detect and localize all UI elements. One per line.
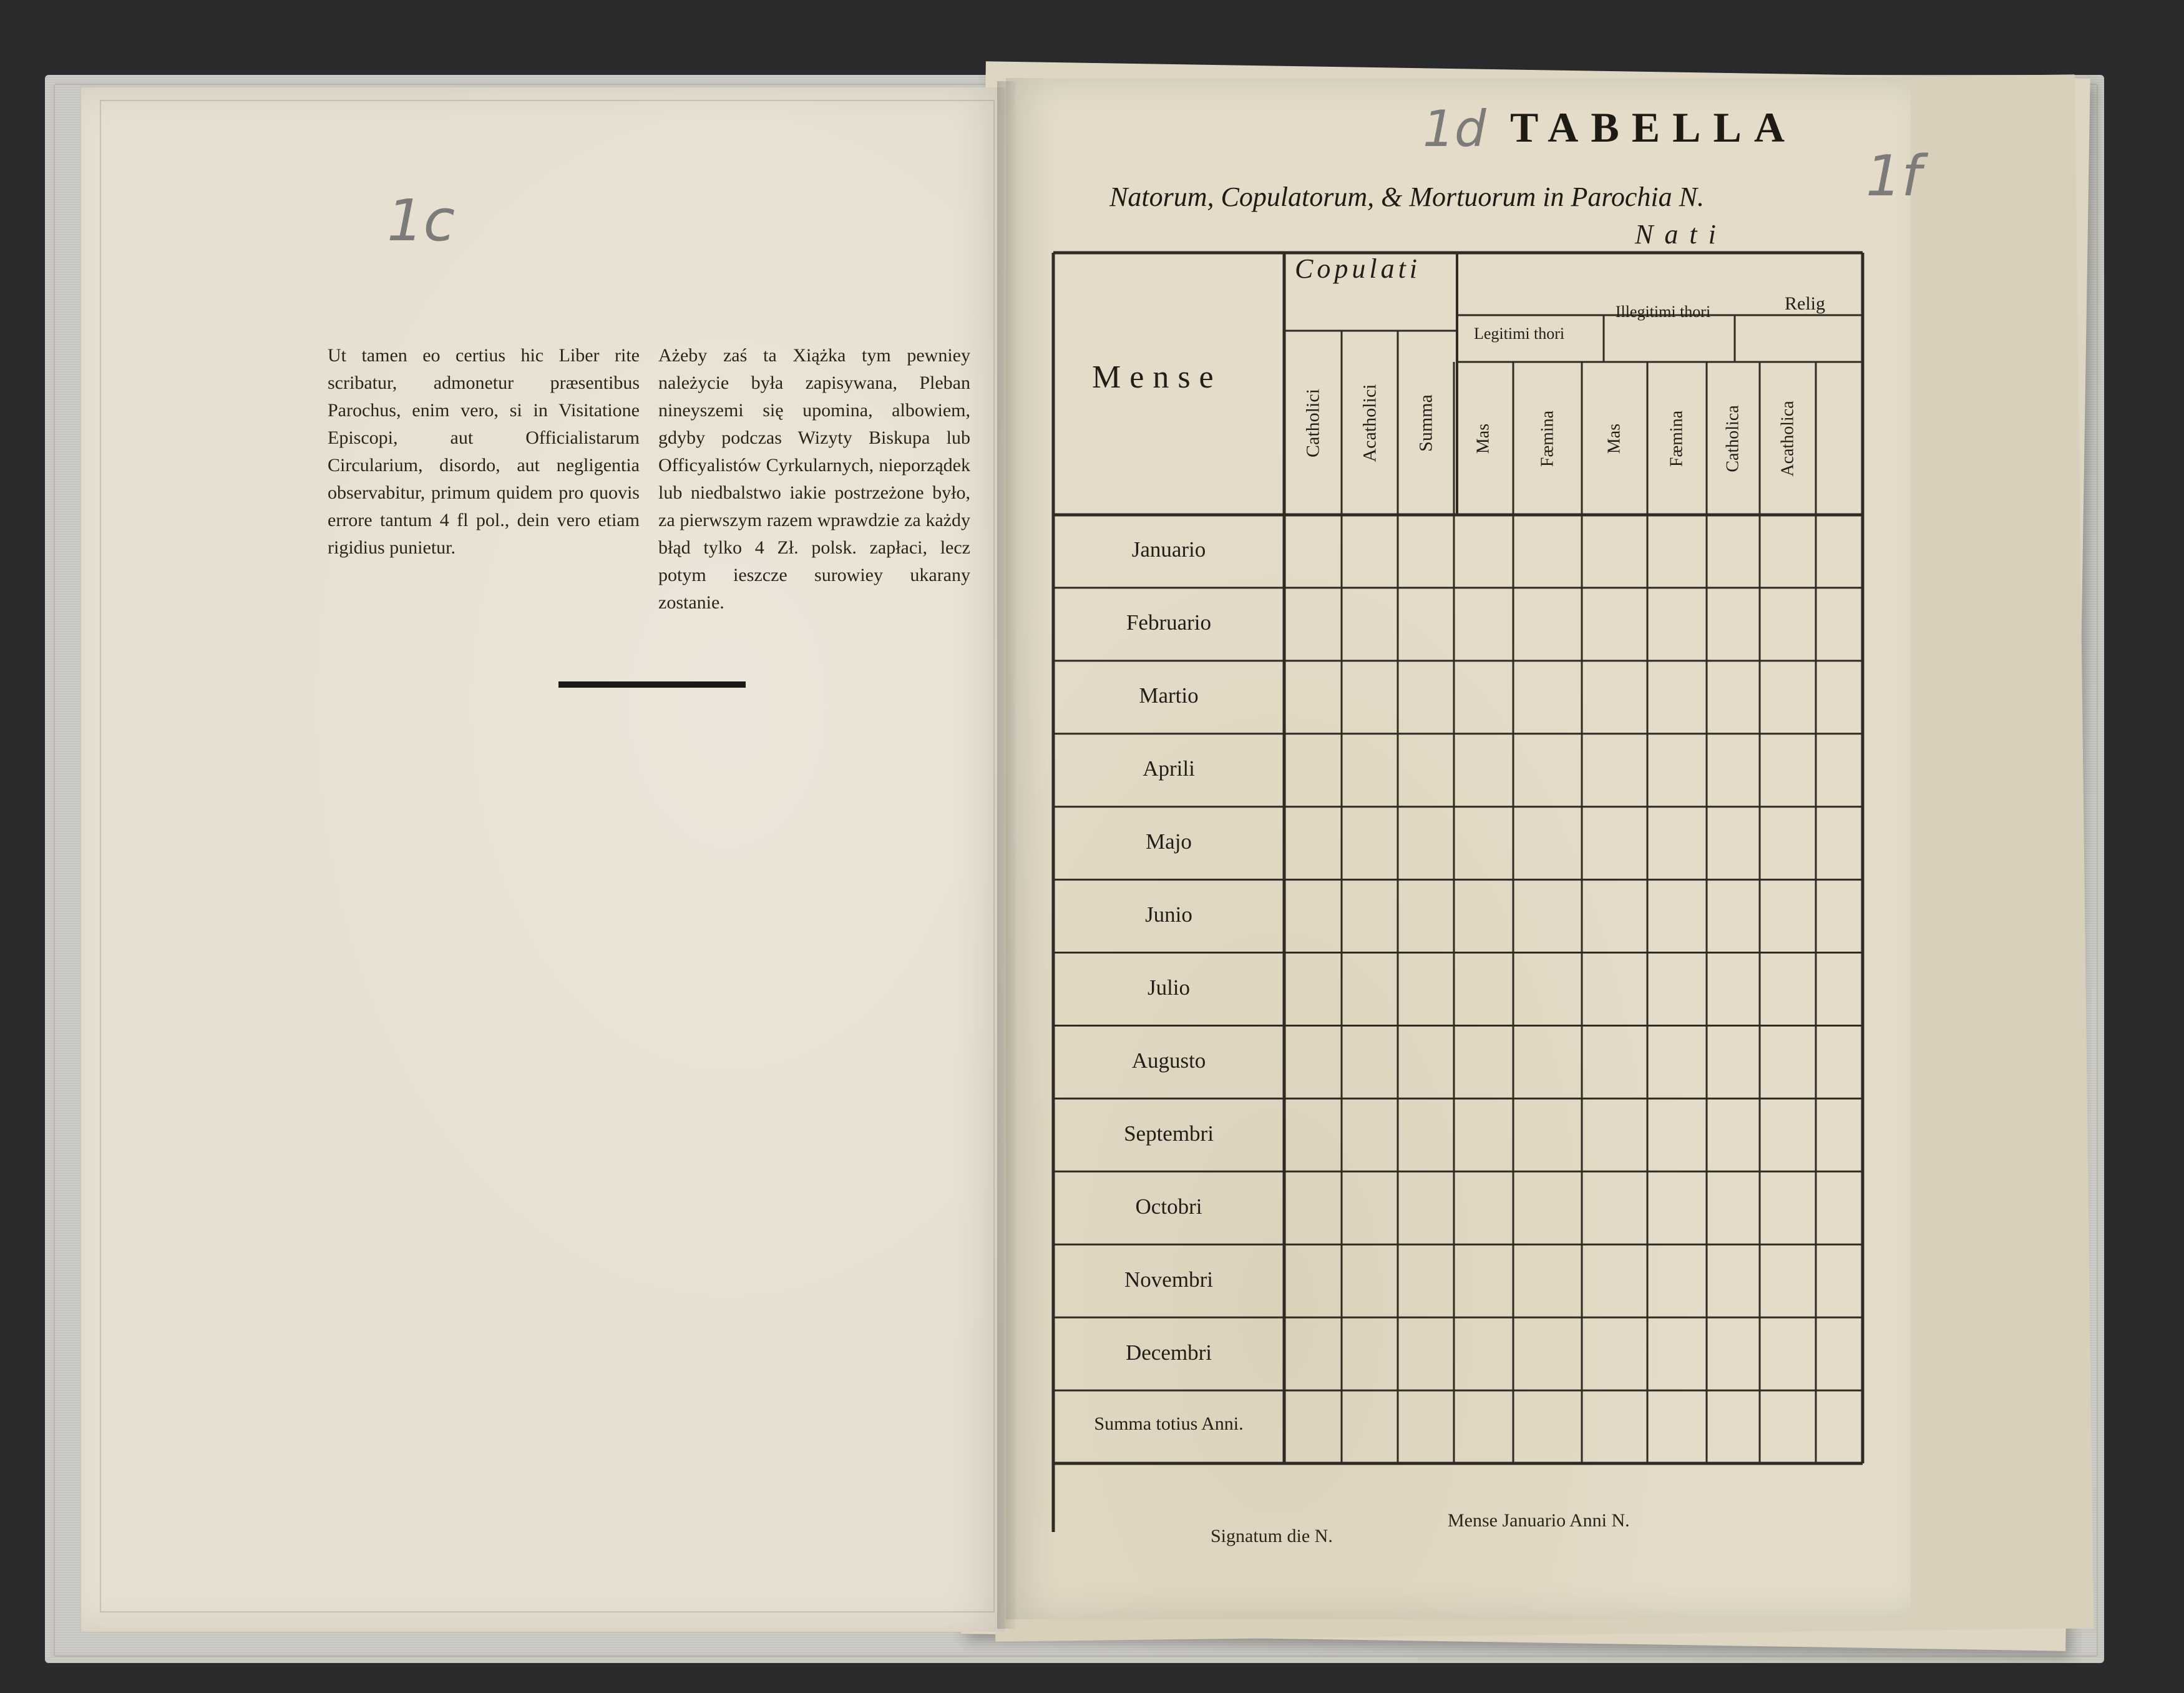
column-header-mas: Mas xyxy=(1604,423,1624,454)
month-label-5: Majo xyxy=(1146,829,1192,854)
table-title: TABELLA xyxy=(1510,104,1797,151)
month-label-7: Julio xyxy=(1147,975,1191,1000)
column-header-catholica: Catholica xyxy=(1723,404,1743,472)
month-label-10: Octobri xyxy=(1135,1194,1202,1219)
header-legitimi: Legitimi thori xyxy=(1474,324,1565,343)
column-header-fæmina: Fæmina xyxy=(1538,410,1557,467)
column-header-mas: Mas xyxy=(1473,423,1493,454)
left-folio-mark: 1c xyxy=(387,187,456,254)
month-label-9: Septembri xyxy=(1124,1121,1214,1146)
table-subtitle: Natorum, Copulatorum, & Mortuorum in Parochia N. xyxy=(1109,182,1704,212)
column-header-acatholica: Acatholica xyxy=(1778,400,1797,477)
footer-signatum: Signatum die N. xyxy=(1211,1526,1333,1546)
header-mense: Mense xyxy=(1092,359,1222,395)
month-label-4: Aprili xyxy=(1143,756,1195,781)
month-label-13: Summa totius Anni. xyxy=(1094,1413,1244,1434)
month-label-1: Januario xyxy=(1131,537,1206,562)
month-label-12: Decembri xyxy=(1126,1340,1212,1365)
side-folio-mark: 1f xyxy=(1866,144,1921,209)
month-label-3: Martio xyxy=(1139,683,1199,708)
header-religio: Relig xyxy=(1785,293,1825,314)
header-nati: Nati xyxy=(1635,219,1727,250)
footer-mense-anni: Mense Januario Anni N. xyxy=(1448,1510,1630,1531)
column-header-summa: Summa xyxy=(1415,394,1436,452)
latin-paragraph: Ut tamen eo certius hic Liber rite scribatur, admonetur præsentibus Parochus, enim vero, si in Visitatione Episcopi, aut Officialistarum Circularium, disordo, aut negligentia observabitur, primum quidem pro quovis errore tantum 4 fl pol., dein vero etiam rigidius punietur. xyxy=(328,345,640,558)
header-copulati: Copulati xyxy=(1295,253,1421,284)
month-label-11: Novembri xyxy=(1124,1267,1213,1292)
month-label-2: Februario xyxy=(1126,610,1212,635)
header-illegitimi: Illegitimi thori xyxy=(1615,303,1711,321)
polish-paragraph: Ażeby zaś ta Xiążka tym pewniey należycie była zapisywana, Pleban nineyszemi się upomina, albowiem, gdyby podczas Wizyty Biskupa lub Officyalistów Cyrkularnych, nieporządek lub niedbalstwo iakie postrzeżone było, za pierwszym razem wprawdzie za każdy błąd tylko 4 Zł. polsk. zapłaci, lecz potym ieszcze surowiey ukarany zostanie. xyxy=(658,345,970,613)
right-folio-mark: 1d xyxy=(1423,100,1486,158)
column-header-acatholici: Acatholici xyxy=(1359,384,1380,462)
column-header-fæmina: Fæmina xyxy=(1667,410,1687,467)
column-header-catholici: Catholici xyxy=(1302,388,1323,457)
month-label-8: Augusto xyxy=(1131,1048,1206,1073)
month-label-6: Junio xyxy=(1145,902,1192,927)
